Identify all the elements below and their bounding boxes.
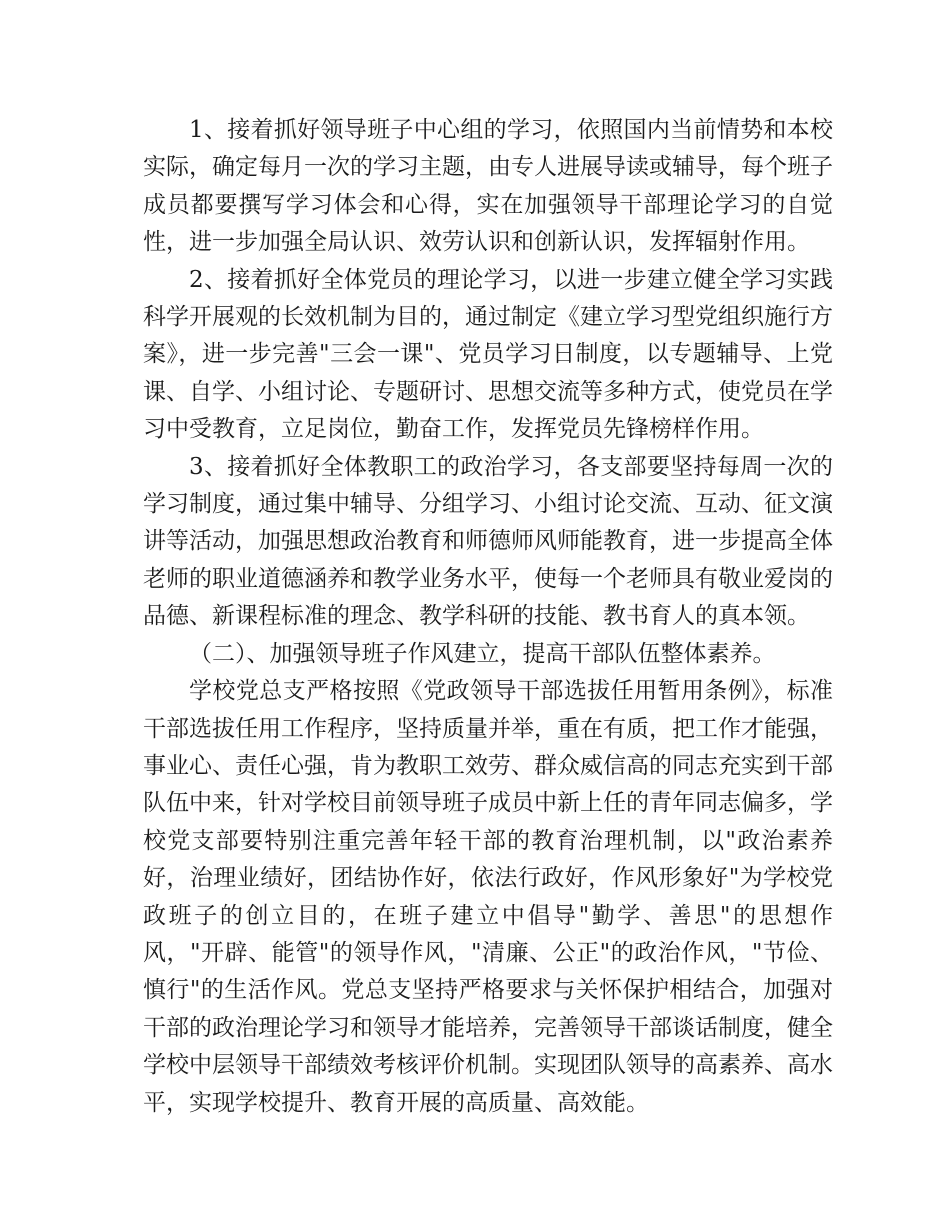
paragraph-party-member-study: 2、接着抓好全体党员的理论学习，以进一步建立健全学习实践科学开展观的长效机制为目的，通过制定《建立学习型党组织施行方案》，进一步完善"三会一课"、党员学习日制度，以专题辅导、上党课、自学、小组讨论、专题研讨、思想交流等多种方式，使党员在学习中受教育，立足岗位，勤奋工作，发挥党员先锋榜样作用。: [143, 266, 833, 443]
paragraph-leadership-style: 学校党总支严格按照《党政领导干部选拔任用暂用条例》，标准干部选拔任用工作程序，坚持质量并举，重在有质，把工作才能强，事业心、责任心强，肯为教职工效劳、群众威信高的同志充实到干部队伍中来，针对学校目前领导班子成员中新上任的青年同志偏多，学校党支部要特别注重完善年轻干部的教育治理机制，以"政治素养好，治理业绩好，团结协作好，依法行政好，作风形象好"为学校党政班子的创立目的，在班子建立中倡导"勤学、善思"的思想作风，"开辟、能管"的领导作风，"清廉、公正"的政治作风，"节俭、慎行"的生活作风。党总支坚持严格要求与关怀保护相结合，加强对干部的政治理论学习和领导才能培养，完善领导干部谈话制度，健全学校中层领导干部绩效考核评价机制。实现团队领导的高素养、高水平，实现学校提升、教育开展的高质量、高效能。: [143, 678, 833, 1116]
paragraph-leadership-study: 1、接着抓好领导班子中心组的学习，依照国内当前情势和本校实际，确定每月一次的学习主题，由专人进展导读或辅导，每个班子成员都要撰写学习体会和心得，实在加强领导干部理论学习的自觉性，进一步加强全局认识、效劳认识和创新认识，发挥辐射作用。: [143, 117, 833, 256]
document-page: [143, 112, 833, 1122]
paragraph-staff-political-study: 3、接着抓好全体教职工的政治学习，各支部要坚持每周一次的学习制度，通过集中辅导、分组学习、小组讨论交流、互动、征文演讲等活动，加强思想政治教育和师德师风师能教育，进一步提高全体老师的职业道德涵养和教学业务水平，使每一个老师具有敬业爱岗的品德、新课程标准的理念、教学科研的技能、教书育人的真本领。: [143, 453, 833, 630]
section-heading: （二）、加强领导班子作风建立，提高干部队伍整体素养。: [189, 640, 776, 667]
